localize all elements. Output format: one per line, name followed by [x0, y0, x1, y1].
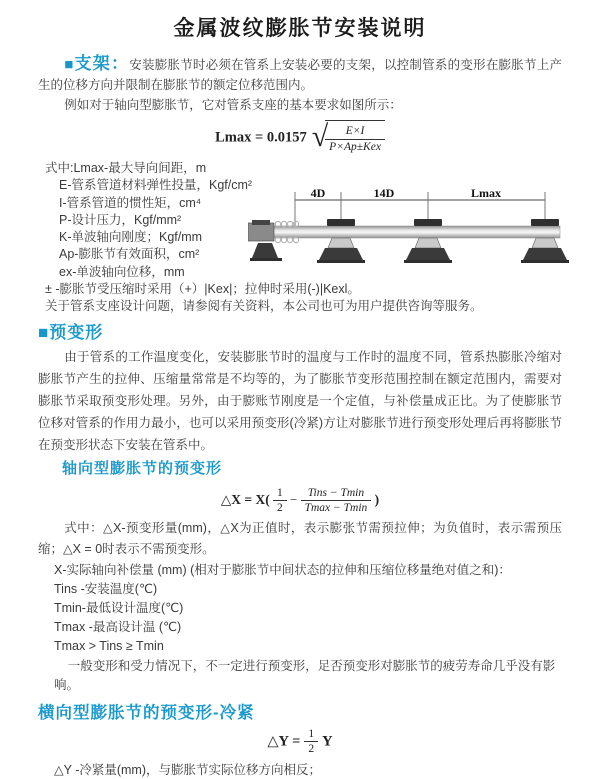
axial-inequality-line: Tmax > Tins ≥ Tmin	[54, 639, 164, 654]
axial-heading: 轴向型膨胀节的预变形	[62, 459, 223, 477]
dim-label-4d: 4D	[310, 186, 326, 200]
axial-general-note: 一般变形和受力情况下，不一定进行预变形，足否预变形对膨胀节的疲劳寿命几乎没有影响。	[54, 658, 556, 693]
formula-lmax-numerator: E×I	[325, 124, 385, 139]
formula-lateral-lhs: △Y =	[267, 733, 301, 750]
axial-x-line: X-实际轴向补偿量 (mm) (相对于膨胀节中间状态的拉伸和压缩位移量绝对值之和)：	[54, 562, 511, 577]
axial-tmax-line: Tmax -最高设计温 (℃)	[54, 620, 182, 635]
pipe	[250, 226, 560, 238]
formula-lmax-denominator: P×Ap±Kex	[329, 140, 381, 153]
pipe-support	[404, 219, 452, 263]
sign-note-line: ± -膨胀节受压缩时采用（+）|Kex|；拉伸时采用(-)|Kexl。	[45, 282, 360, 297]
formula-lateral	[38, 727, 562, 757]
section-marker-icon: ■	[64, 56, 75, 73]
pipe-support-diagram	[248, 186, 593, 276]
dim-label-14d: 14D	[373, 186, 395, 200]
predeform-paragraph: 由于管系的工作温度变化，安装膨胀节时的温度与工作时的温度不同，管系热膨胀冷缩对膨胀节产生的拉伸、压缩量常常是不均等的，为了膨胀节变形范围控制在额定范围内，需要对膨胀节采取预变形处理。另外，由于膨账节刚度是一个定值，与补偿量成正比。为了使膨胀节位移对管系的作用力最小，也可以采用预变形(冷紧)方让对膨胀节进行预变形处理后再将膨胀节在预变形状态下安装在管系中。	[38, 349, 562, 452]
definition-line: Ap-膨胀节有效面积，cm²	[59, 247, 200, 262]
lateral-note-line: △Y -冷紧量(mm)，与膨胀节实际位移方向相反；	[54, 763, 322, 778]
support-example-line: 例如对于轴向型膨胀节，它对管系支座的基本要求如图所示：	[64, 98, 402, 112]
axial-explain-paragraph: 式中：△X-预变形量(mm)，△X为正值时，表示膨张节需预拉伸；为负值时，表示需预压缩；△X = 0时表示不需预变形。	[38, 520, 562, 557]
pipe-support	[317, 219, 365, 263]
definition-line: I-管系管道的惯性矩，cm⁴	[59, 195, 202, 210]
page-title: 金属波纹膨胀节安装说明	[173, 17, 427, 40]
predeform-heading: ■预变形	[38, 322, 104, 342]
formula-axial-frac-temp: $\frac{\text{Tins − Tmin}}{Tmax - Tmin}$	[301, 486, 372, 516]
definition-line: E-管系管道材料弹性投量，Kgf/cm²	[59, 178, 253, 193]
definition-line: ex-单波轴向位移，mm	[59, 264, 185, 279]
content-area	[38, 55, 562, 779]
section-marker-icon: ■	[38, 322, 50, 342]
support-intro-paragraph	[38, 55, 562, 95]
definition-line: K-单波轴向刚度；Kgf/mm	[59, 230, 203, 245]
formula-axial	[38, 485, 562, 516]
dim-label-lmax: Lmax	[471, 186, 501, 200]
axial-tins-line: Tins -安装温度(℃)	[54, 581, 158, 596]
axial-tmin-line: Tmin-最低设计温度(℃)	[54, 600, 184, 615]
lateral-heading: 横向型膨胀节的预变形-冷紧	[38, 703, 255, 722]
support-heading: ■支架：	[64, 54, 130, 73]
support-intro-text: 安装膨胀节时必须在管系上安装必要的支架，以控制管系的变形在膨胀节上产生的位移方向并限制在膨胀节的额定位移范围内。	[38, 58, 562, 92]
definition-line: P-设计压力，Kgf/mm²	[59, 212, 182, 227]
formula-axial-close: )	[374, 491, 380, 507]
formula-lateral-rhs: Y	[322, 733, 333, 750]
definition-line: 式中:Lmax-最大导向间距，m	[45, 161, 207, 175]
service-note-line: 关于管系支座设计问题，请参阅有关资料，本公司也可为用户提供咨询等服务。	[45, 299, 483, 314]
document-page	[0, 12, 600, 778]
formula-lateral-frac: $\frac{1}{2}$	[304, 727, 318, 757]
formula-axial-frac-half: $\frac{1}{2}$	[273, 486, 287, 516]
formula-lmax-radicand	[325, 120, 385, 156]
formula-axial-operator: −	[290, 491, 298, 507]
definitions-region	[38, 160, 562, 316]
formula-lmax-lhs: Lmax = 0.0157	[215, 129, 307, 146]
formula-lmax	[38, 120, 562, 156]
pipe-support	[521, 219, 569, 263]
formula-axial-lhs: △X = X(	[220, 491, 270, 507]
sqrt-icon: √	[311, 120, 329, 153]
